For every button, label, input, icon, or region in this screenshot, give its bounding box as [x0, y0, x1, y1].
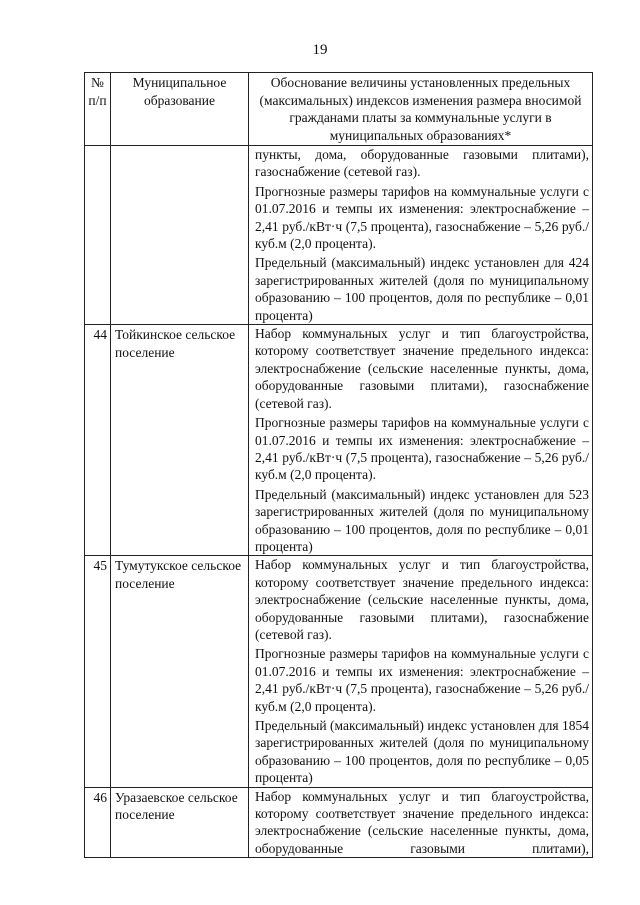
- tariff-index-table: [84, 72, 593, 858]
- services-paragraph: Набор коммунальных услуг и тип благоустройства, которому соответствует значение предельного индекса: электроснабжение (сельские населенные пункты, дома, оборудованные газовыми плитами),: [255, 788, 589, 856]
- services-paragraph: Набор коммунальных услуг и тип благоустройства, которому соответствует значение предельного индекса: электроснабжение (сельские населенные пункты, дома, оборудованные газовыми плитами), газоснабжение (сетевой газ).: [255, 326, 589, 411]
- header-justification: Обоснование величины установленных предельных (максимальных) индексов изменения размера вносимой гражданами платы за коммунальные услуги в муниципальных образованиях*: [249, 73, 593, 146]
- table-row-45: [85, 556, 593, 787]
- table-row-44: [85, 325, 593, 556]
- row-municipality: Тойкинское сельское поселение: [111, 325, 249, 556]
- row-justification: [249, 556, 593, 787]
- index-paragraph: Предельный (максимальный) индекс установлен для 1854 зарегистрированных жителей (доля по муниципальному образованию – 100 процентов, доля по республике – 0,05 процента): [255, 718, 589, 786]
- continuation-paragraph-3: Предельный (максимальный) индекс установлен для 424 зарегистрированных жителей (доля по муниципальному образованию – 100 процентов, доля по республике – 0,01 процента): [255, 255, 589, 323]
- table-header-row: [85, 73, 593, 146]
- row-num: 44: [85, 325, 111, 556]
- row-num: 46: [85, 787, 111, 858]
- row-justification: [249, 787, 593, 858]
- row-num: 45: [85, 556, 111, 787]
- header-municipality: Муниципальное образование: [111, 73, 249, 146]
- services-paragraph: Набор коммунальных услуг и тип благоустройства, которому соответствует значение предельного индекса: электроснабжение (сельские населенные пункты, дома, оборудованные газовыми плитами), газоснабжение (сетевой газ).: [255, 557, 589, 642]
- index-paragraph: Предельный (максимальный) индекс установлен для 523 зарегистрированных жителей (доля по муниципальному образованию – 100 процентов, доля по республике – 0,01 процента): [255, 486, 589, 554]
- row-municipality: Уразаевское сельское поселение: [111, 787, 249, 858]
- row-num-cell: [85, 146, 111, 325]
- continuation-paragraph-2: Прогнозные размеры тарифов на коммунальные услуги с 01.07.2016 и темпы их изменения: электроснабжение – 2,41 руб./кВт·ч (7,5 процента), газоснабжение – 5,26 руб./куб.м (2,0 процента).: [255, 183, 589, 252]
- row-municipality-cell: [111, 146, 249, 325]
- tariffs-paragraph: Прогнозные размеры тарифов на коммунальные услуги с 01.07.2016 и темпы их изменения: электроснабжение – 2,41 руб./кВт·ч (7,5 процента), газоснабжение – 5,26 руб./куб.м (2,0 процента).: [255, 646, 589, 714]
- continuation-paragraph-1: пункты, дома, оборудованные газовыми плитами), газоснабжение (сетевой газ).: [255, 147, 589, 180]
- table-row-continuation: [85, 146, 593, 325]
- header-num: № п/п: [85, 73, 111, 146]
- page-number: 19: [312, 42, 328, 58]
- table-row-46: [85, 787, 593, 858]
- tariffs-paragraph: Прогнозные размеры тарифов на коммунальные услуги с 01.07.2016 и темпы их изменения: электроснабжение – 2,41 руб./кВт·ч (7,5 процента), газоснабжение – 5,26 руб./куб.м (2,0 процента).: [255, 415, 589, 483]
- row-justification-cell: [249, 146, 593, 325]
- row-municipality: Тумутукское сельское поселение: [111, 556, 249, 787]
- row-justification: [249, 325, 593, 556]
